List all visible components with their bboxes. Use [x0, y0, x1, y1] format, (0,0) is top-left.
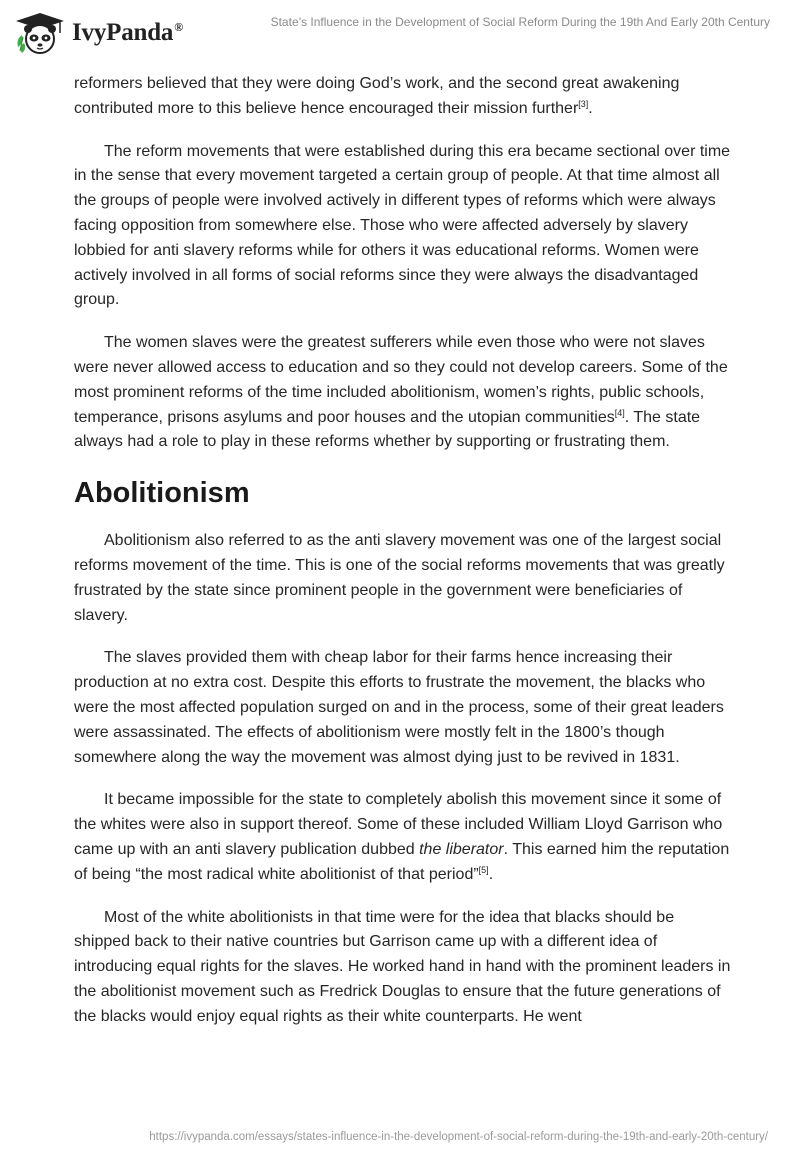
source-url[interactable]: https://ivypanda.com/essays/states-influence-in-the-development-of-social-reform-during-the-19th-and-early-20th-century/: [149, 1131, 768, 1143]
paragraph-4: Abolitionism also referred to as the anti slavery movement was one of the largest social reforms movement of the time. This is one of the social reforms movements that was greatly frustrated by the state since prominent people in the government were beneficiaries of slavery.: [74, 532, 725, 624]
document-title: State’s Influence in the Development of Social Reform During the 19th And Early 20th Century: [270, 15, 770, 29]
paragraph-2: The reform movements that were established during this era became sectional over time in the sense that every movement targeted a certain group of people. At that time almost all the groups of people were involved actively in different types of reforms which were always facing opposition from somewhere else. Those who were affected adversely by slavery lobbied for anti slavery reforms while for others it was educational reforms. Women were actively involved in all forms of social reforms since they were always the disadvantaged group.: [74, 142, 731, 309]
page-header: [14, 8, 770, 58]
paragraph-7: Most of the white abolitionists in that time were for the idea that blacks should be shipped back to their native countries but Garrison came up with a different idea of introducing equal rights for the slaves. He worked hand in hand with the prominent leaders in the abolitionist movement such as Fredrick Douglas to ensure that the future generations of the blacks would enjoy equal rights as their white counterparts. He went: [74, 908, 731, 1025]
paragraph-3: The women slaves were the greatest sufferers while even those who were not slaves were never allowed access to education and so they could not develop careers. Some of the most prominent reforms of the time included abolitionism, women’s rights, public schools, temperance, prisons asylums and poor houses and the utopian communities[4]. The state always had a role to play in these reforms whether by supporting or frustrating them.: [74, 334, 728, 451]
footnote-ref-5[interactable]: [5]: [478, 864, 489, 875]
footnote-ref-4[interactable]: [4]: [614, 407, 625, 418]
panda-graduate-icon: [14, 11, 66, 55]
section-heading-abolitionism: Abolitionism: [74, 477, 250, 510]
paragraph-1: reformers believed that they were doing God’s work, and the second great awakening contributed more to this believe hence encouraged their mission further[3].: [74, 75, 680, 117]
footnote-ref-3[interactable]: [3]: [578, 98, 589, 109]
paragraph-6: It became impossible for the state to completely abolish this movement since it some of the whites were also in support thereof. Some of these included William Lloyd Garrison who came up with an anti slavery publication dubbed the liberator. This earned him the reputation of being “the most radical white abolitionist of that period”[5].: [74, 791, 730, 883]
ivypanda-logo[interactable]: [14, 8, 183, 58]
publication-title: the liberator: [419, 840, 504, 858]
logo-wordmark: IvyPanda®: [72, 19, 183, 46]
essay-body: [74, 72, 734, 1048]
paragraph-5: The slaves provided them with cheap labor for their farms hence increasing their production at no extra cost. Despite this efforts to frustrate the movement, the blacks who were the most affected population surged on and in the process, some of their great leaders were assassinated. The effects of abolitionism were mostly felt in the 1800’s though somewhere along the way the movement was almost dying just to be revived in 1831.: [74, 649, 724, 766]
